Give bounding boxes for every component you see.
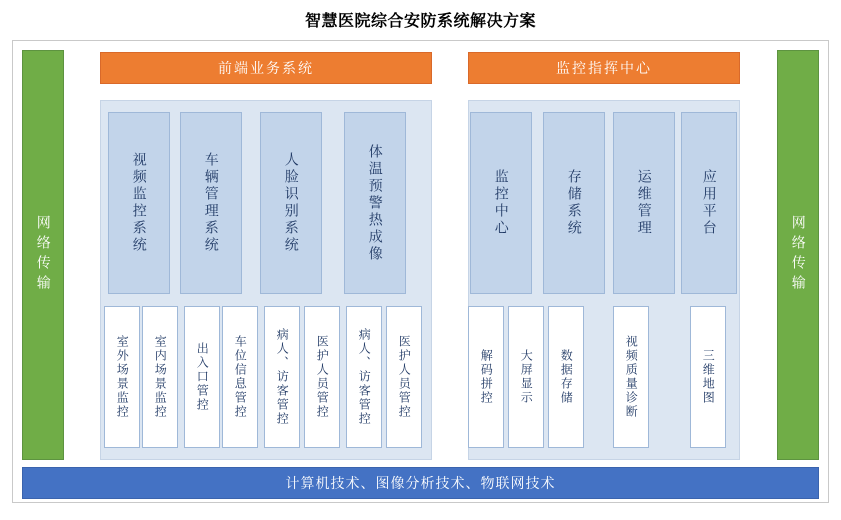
subitem-label: 解码拼控 <box>479 349 494 405</box>
left-network-transmission-label: 网络传输 <box>35 215 52 295</box>
module-thermal-imaging[interactable] <box>344 112 406 294</box>
subitem-patient-visitor-control-thermal[interactable] <box>346 306 382 448</box>
technology-footer-bar: 计算机技术、图像分析技术、物联网技术 <box>22 467 819 499</box>
subitem-parking-info-control[interactable] <box>222 306 258 448</box>
subitem-video-quality-diagnosis[interactable] <box>613 306 649 448</box>
right-network-transmission-label: 网络传输 <box>790 215 807 295</box>
subitem-patient-visitor-control-face[interactable] <box>264 306 300 448</box>
subitem-label: 三维地图 <box>701 349 716 405</box>
subitem-label: 车位信息管控 <box>233 335 248 419</box>
right-network-transmission-column <box>777 50 819 460</box>
module-label: 应用平台 <box>701 169 718 237</box>
module-label: 车辆管理系统 <box>203 152 220 254</box>
subitem-outdoor-scene-monitoring[interactable] <box>104 306 140 448</box>
module-monitoring-center[interactable] <box>470 112 532 294</box>
module-video-surveillance[interactable] <box>108 112 170 294</box>
subitem-medical-staff-control-thermal[interactable] <box>386 306 422 448</box>
subitem-label: 医护人员管控 <box>315 335 330 419</box>
module-storage-system[interactable] <box>543 112 605 294</box>
module-vehicle-management[interactable] <box>180 112 242 294</box>
module-label: 运维管理 <box>636 169 653 237</box>
subitem-medical-staff-control-face[interactable] <box>304 306 340 448</box>
module-label: 视频监控系统 <box>131 152 148 254</box>
subitem-label: 视频质量诊断 <box>624 335 639 419</box>
module-label: 存储系统 <box>566 169 583 237</box>
subitem-label: 医护人员管控 <box>397 335 412 419</box>
subitem-large-screen-display[interactable] <box>508 306 544 448</box>
subitem-label: 室外场景监控 <box>115 335 130 419</box>
subitem-label: 数据存储 <box>559 349 574 405</box>
control-center-header: 监控指挥中心 <box>468 52 740 84</box>
subitem-label: 室内场景监控 <box>153 335 168 419</box>
subitem-decoding-splicing[interactable] <box>468 306 504 448</box>
subitem-label: 出入口管控 <box>195 342 210 412</box>
front-end-header: 前端业务系统 <box>100 52 432 84</box>
subitem-label: 病人、访客管控 <box>275 328 290 426</box>
subitem-label: 病人、访客管控 <box>357 328 372 426</box>
subitem-data-storage[interactable] <box>548 306 584 448</box>
subitem-indoor-scene-monitoring[interactable] <box>142 306 178 448</box>
module-label: 体温预警热成像 <box>367 143 384 263</box>
left-network-transmission-column <box>22 50 64 460</box>
subitem-3d-map[interactable] <box>690 306 726 448</box>
subitem-entrance-exit-control[interactable] <box>184 306 220 448</box>
subitem-label: 大屏显示 <box>519 349 534 405</box>
module-ops-management[interactable] <box>613 112 675 294</box>
page-title: 智慧医院综合安防系统解决方案 <box>304 13 536 30</box>
module-face-recognition[interactable] <box>260 112 322 294</box>
module-application-platform[interactable] <box>681 112 737 294</box>
module-label: 人脸识别系统 <box>283 152 300 254</box>
module-label: 监控中心 <box>493 169 510 237</box>
